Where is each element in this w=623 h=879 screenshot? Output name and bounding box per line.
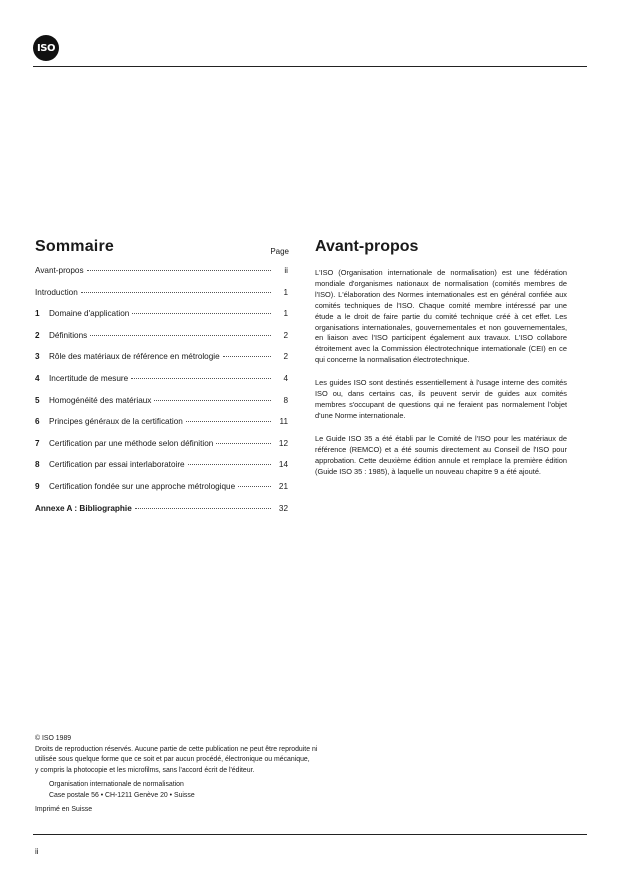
table-of-contents [35, 238, 291, 525]
toc-entry-number: 9 [35, 481, 40, 491]
toc-entry-title: Introduction [35, 287, 78, 297]
toc-entry-page: 14 [278, 460, 288, 470]
toc-leader-dots [186, 421, 271, 422]
toc-entry-page: 2 [283, 352, 288, 362]
toc-entry-title: Avant-propos [35, 266, 84, 275]
rights-line: y compris la photocopie et les microfilms, sans l'accord écrit de l'éditeur. [35, 766, 255, 774]
toc-title: Sommaire [35, 238, 114, 255]
toc-entry-number: 6 [35, 417, 40, 427]
toc-entry-title: Homogénéité des matériaux [49, 395, 152, 405]
toc-entry-page: 1 [283, 287, 288, 297]
toc-entry-page: 32 [278, 503, 288, 513]
toc-entry-title: Rôle des matériaux de référence en métrologie [49, 352, 220, 362]
toc-entry [35, 396, 291, 418]
organization-name: Organisation internationale de normalisation [49, 781, 184, 788]
toc-entry-title: Définitions [49, 330, 88, 340]
toc-entry [35, 331, 291, 353]
toc-entry-title: Principes généraux de la certification [49, 417, 183, 427]
foreword [315, 238, 567, 489]
page-number: ii [35, 847, 39, 856]
toc-leader-dots [81, 292, 271, 293]
toc-entry-title: Certification par essai interlaboratoire [49, 460, 185, 470]
toc-entry-page: 2 [283, 330, 288, 340]
toc-entry-title: Certification par une méthode selon définition [49, 438, 214, 448]
toc-entry-number: 1 [35, 309, 40, 319]
toc-entry [35, 266, 291, 288]
toc-entry-number: 4 [35, 373, 40, 383]
toc-entry-number: 5 [35, 395, 40, 405]
toc-entry-page: ii [284, 266, 288, 275]
copyright-block [35, 734, 395, 816]
foreword-title: Avant-propos [315, 238, 419, 255]
toc-leader-dots [223, 356, 271, 357]
toc-entry [35, 374, 291, 396]
toc-entry [35, 417, 291, 439]
toc-entry-title: Annexe A : Bibliographie [35, 503, 132, 513]
copyright-notice: © ISO 1989 [35, 735, 72, 742]
toc-entry [35, 482, 291, 504]
toc-entry-title: Incertitude de mesure [49, 373, 129, 383]
toc-entry [35, 504, 291, 526]
foreword-paragraph: Les guides ISO sont destinés essentiellement à l'usage interne des comités ISO ou, dans certains cas, ils peuvent servir de guides aux comités membres s'occupant de questions qui ne feraient pas normalement l'objet d'une Norme internationale. [315, 378, 567, 420]
rights-line: Droits de reproduction réservés. Aucune partie de cette publication ne peut être reproduite ni [35, 745, 318, 753]
rights-line: utilisée sous quelque forme que ce soit et par aucun procédé, électronique ou mécanique, [35, 756, 310, 763]
foreword-paragraph: L'ISO (Organisation internationale de normalisation) est une fédération mondiale d'organismes nationaux de normalisation (comités membres de l'ISO). L'élaboration des Normes internationales est en général confiée aux comités techniques de l'ISO. Chaque comité membre intéressé par une étude a le droit de faire partie du comité technique créé à cet effet. Les organisations internationales, gouvernementales et non gouvernementales, en liaison avec l'ISO participent également aux travaux. L'ISO collabore étroitement avec la Commission électrotechnique internationale (CEI) en ce qui concerne la normalisation électrotechnique. [315, 268, 567, 365]
toc-entry-number: 2 [35, 330, 40, 340]
toc-entry [35, 352, 291, 374]
toc-entry-page: 4 [283, 373, 288, 383]
toc-entry-number: 7 [35, 438, 40, 448]
postal-address: Case postale 56 • CH-1211 Genève 20 • Suisse [49, 791, 195, 799]
toc-leader-dots [132, 313, 271, 314]
toc-entry-number: 8 [35, 460, 40, 470]
toc-leader-dots [238, 486, 271, 487]
toc-leader-dots [154, 400, 271, 401]
toc-leader-dots [87, 270, 271, 271]
toc-entry [35, 288, 291, 310]
foreword-paragraph: Le Guide ISO 35 a été établi par le Comité de l'ISO pour les matériaux de référence (REMCO) et a été soumis directement au Conseil de l'ISO pour approbation. Cette deuxième édition annule et remplace la première édition (Guide ISO 35 : 1985), à laquelle un nouveau chapitre 9 a été ajouté. [315, 433, 567, 476]
toc-entry-page: 11 [279, 417, 288, 427]
toc-entry [35, 309, 291, 331]
toc-leader-dots [90, 335, 271, 336]
top-rule [33, 66, 587, 67]
toc-leader-dots [135, 508, 271, 509]
toc-leader-dots [216, 443, 271, 444]
iso-logo: ISO [33, 35, 59, 61]
toc-entry-title: Domaine d'application [49, 309, 130, 319]
toc-entry-page: 21 [278, 481, 288, 491]
toc-entry-page: 8 [283, 395, 288, 405]
toc-entry [35, 439, 291, 461]
printed-in: Imprimé en Suisse [35, 806, 93, 813]
toc-page-label: Page [270, 247, 289, 256]
toc-entry-title: Certification fondée sur une approche métrologique [49, 481, 236, 491]
toc-entry-page: 1 [283, 309, 288, 319]
toc-entry-number: 3 [35, 352, 40, 362]
toc-entry [35, 460, 291, 482]
toc-leader-dots [131, 378, 271, 379]
toc-list [35, 266, 291, 525]
toc-leader-dots [188, 464, 271, 465]
bottom-rule [33, 834, 587, 835]
toc-entry-page: 12 [278, 438, 288, 448]
